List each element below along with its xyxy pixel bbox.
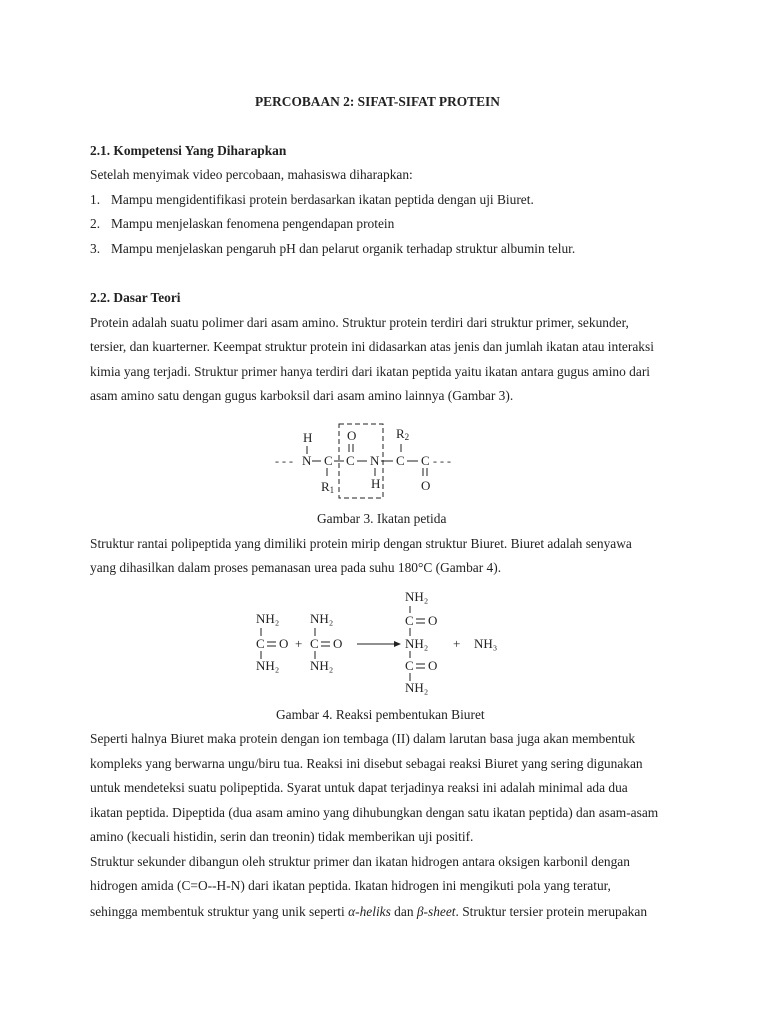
plus-sign: + <box>453 636 461 651</box>
nh2-label: NH₂ <box>256 611 280 626</box>
n1-label: N <box>302 453 312 468</box>
nh2-label: NH₂ <box>256 658 280 673</box>
text-span: . Struktur tersier protein merupakan <box>455 904 648 919</box>
r2-sub: 2 <box>404 432 410 442</box>
c1-label: C <box>324 453 333 468</box>
paragraph-line: tersier, dan kuarterner. Keempat struktur protein ini didasarkan atas jenis dan jumlah ikatan atau interaksi <box>90 339 654 354</box>
c2-label: C <box>346 453 355 468</box>
r2-label <box>396 426 409 442</box>
paragraph-line <box>90 904 647 920</box>
alpha-heliks-term: α-heliks <box>348 904 391 919</box>
paragraph-line: kompleks yang berwarna ungu/biru tua. Reaksi ini disebut sebagai reaksi Biuret yang sering digunakan <box>90 756 643 771</box>
nh2-label: NH₂ <box>310 611 334 626</box>
section-heading-dasar-teori: 2.2. Dasar Teori <box>90 290 181 305</box>
paragraph-line: Struktur rantai polipeptida yang dimiliki protein mirip dengan struktur Biuret. Biuret adalah senyawa <box>90 536 632 551</box>
peptide-bond-diagram <box>275 422 475 502</box>
h-top-label: H <box>303 430 313 445</box>
paragraph-line: kimia yang terjadi. Struktur primer hanya terdiri dari ikatan peptida yaitu ikatan antara gugus amino dari <box>90 364 650 379</box>
paragraph-line: amino (kecuali histidin, serin dan treonin) tidak memberikan uji positif. <box>90 829 474 844</box>
nh2-label: NH₂ <box>310 658 334 673</box>
paragraph-line: Setelah menyimak video percobaan, mahasiswa diharapkan: <box>90 167 413 182</box>
plus-sign: + <box>295 636 303 651</box>
c-label: C <box>256 636 265 651</box>
o-label: O <box>428 613 438 628</box>
list-item: Mampu menjelaskan fenomena pengendapan protein <box>111 216 395 231</box>
text-span: dan <box>390 904 417 919</box>
c3-label: C <box>396 453 405 468</box>
nh2-label: NH₂ <box>405 636 429 651</box>
section-heading-kompetensi: 2.1. Kompetensi Yang Diharapkan <box>90 143 287 158</box>
paragraph-line: Protein adalah suatu polimer dari asam amino. Struktur protein terdiri dari struktur primer, sekunder, <box>90 315 629 330</box>
nh2-label: NH₂ <box>405 589 429 604</box>
nh3-label: NH₃ <box>474 636 498 651</box>
paragraph-line: hidrogen amida (C=O--H-N) dari ikatan peptida. Ikatan hidrogen ini mengikuti pola yang teratur, <box>90 878 611 893</box>
n2-label: N <box>370 453 380 468</box>
paragraph-line: Struktur sekunder dibangun oleh struktur primer dan ikatan hidrogen antara oksigen karbonil dengan <box>90 854 630 869</box>
o-label: O <box>428 658 438 673</box>
r1-base: R <box>321 479 330 494</box>
arrow-head <box>394 641 401 647</box>
list-item: Mampu menjelaskan pengaruh pH dan pelarut organik terhadap struktur albumin telur. <box>111 241 576 256</box>
figure-3-caption: Gambar 3. Ikatan petida <box>317 511 447 526</box>
biuret-reaction-diagram <box>250 588 510 698</box>
r2-base: R <box>396 426 405 441</box>
r1-label <box>321 479 334 495</box>
c-label: C <box>405 658 414 673</box>
right-dash: - - - <box>433 454 451 468</box>
list-number: 2. <box>90 216 101 231</box>
o-bottom-label: O <box>421 478 431 493</box>
list-item: Mampu mengidentifikasi protein berdasarkan ikatan peptida dengan uji Biuret. <box>111 192 534 207</box>
page-title: PERCOBAAN 2: SIFAT-SIFAT PROTEIN <box>255 94 500 109</box>
nh2-label: NH₂ <box>405 680 429 695</box>
c-label: C <box>310 636 319 651</box>
o-label: O <box>279 636 289 651</box>
text-span: sehingga membentuk struktur yang unik seperti <box>90 904 349 919</box>
list-number: 3. <box>90 241 101 256</box>
paragraph-line: untuk mendeteksi suatu polipeptida. Syarat untuk dapat terjadinya reaksi ini adalah minimal ada dua <box>90 780 628 795</box>
paragraph-line: asam amino satu dengan gugus karboksil dari asam amino lainnya (Gambar 3). <box>90 388 514 403</box>
figure-4-caption: Gambar 4. Reaksi pembentukan Biuret <box>276 707 485 722</box>
c4-label: C <box>421 453 430 468</box>
o-top-label: O <box>347 428 357 443</box>
o-label: O <box>333 636 343 651</box>
paragraph-line: ikatan peptida. Dipeptida (dua asam amino yang dihubungkan dengan satu ikatan peptida) dan asam-asam <box>90 805 659 820</box>
r1-sub: 1 <box>329 485 335 495</box>
c-label: C <box>405 613 414 628</box>
list-number: 1. <box>90 192 101 207</box>
paragraph-line: yang dihasilkan dalam proses pemanasan urea pada suhu 180°C (Gambar 4). <box>90 560 502 575</box>
beta-sheet-term: β-sheet <box>416 904 456 919</box>
paragraph-line: Seperti halnya Biuret maka protein dengan ion tembaga (II) dalam larutan basa juga akan membentuk <box>90 731 636 746</box>
h-bottom-label: H <box>371 476 381 491</box>
left-dash: - - - <box>275 454 293 468</box>
